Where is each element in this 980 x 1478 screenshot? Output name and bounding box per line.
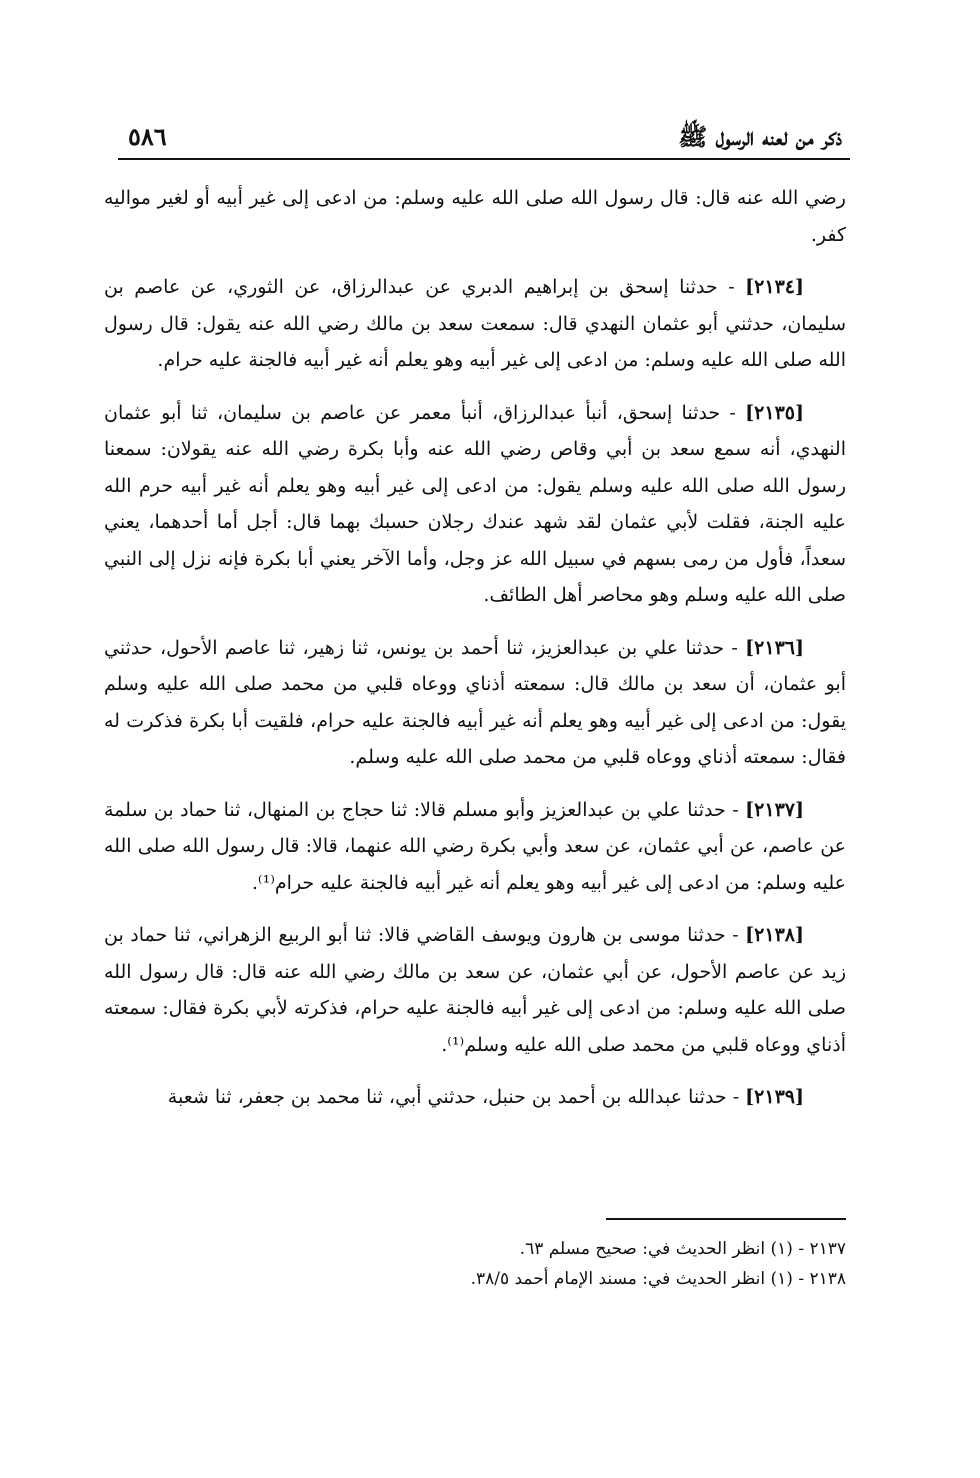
running-title: ذكر من لعنه الرسول ﷺ bbox=[678, 122, 842, 151]
hadith-number: [٢١٣٥] bbox=[745, 401, 804, 424]
hadith-number: [٢١٣٦] bbox=[745, 636, 804, 659]
hadith-text: - حدثنا إسحق، أنبأ عبدالرزاق، أنبأ معمر عن عاصم بن سليمان، ثنا أبو عثمان النهدي، أنه سمع سعد بن أبي وقاص رضي الله عنه وأبا بكرة رضي الله عنه يقولان: سمعنا رسول الله صلى الله عليه وسلم يقول: من ادعى إلى غير أبيه وهو يعلم أنه غير أبيه حرم الله عليه الجنة، فقلت لأبي عثمان لقد شهد عندك رجلان حسبك بهما قال: أجل أما أحدهما، يعني سعداً، فأول من رمى بسهم في سبيل الله عز وجل، وأما الآخر يعني أبا بكرة فإنه نزل إلى النبي صلى الله عليه وسلم وهو محاصر أهل الطائف. bbox=[104, 401, 846, 606]
hadith-text: - حدثنا موسى بن هارون ويوسف القاضي قالا: ثنا أبو الربيع الزهراني، ثنا حماد بن زيد عن عاصم الأحول، عن أبي عثمان، عن سعد بن مالك رضي الله عنه قال: قال رسول الله صلى الله عليه وسلم: من ادعى إلى غير أبيه فالجنة عليه حرام، فذكرته لأبي بكرة فقال: سمعته أذناي ووعاه قلبي من محمد صلى الله عليه وسلم⁽¹⁾. bbox=[104, 924, 846, 1056]
hadith-text: - حدثنا علي بن عبدالعزيز، ثنا أحمد بن يونس، ثنا زهير، ثنا عاصم الأحول، حدثني أبو عثمان، أن سعد بن مالك قال: سمعته أذناي ووعاه قلبي من محمد صلى الله عليه وسلم يقول: من ادعى إلى غير أبيه وهو يعلم أنه غير أبيه فالجنة عليه حرام، فلقيت أبا بكرة فذكرت له فقال: سمعته أذناي ووعاه قلبي من محمد صلى الله عليه وسلم. bbox=[104, 636, 846, 768]
footnote-divider bbox=[606, 1218, 846, 1220]
hadith-text: - حدثنا عبدالله بن أحمد بن حنبل، حدثني أبي، ثنا محمد بن جعفر، ثنا شعبة bbox=[167, 1086, 746, 1108]
hadith-paragraph bbox=[104, 180, 846, 253]
hadith-text: - حدثنا إسحق بن إبراهيم الدبري عن عبدالرزاق، عن الثوري، عن عاصم بن سليمان، حدثني أبو عثمان النهدي قال: سمعت سعد بن مالك رضي الله عنه يقول: قال رسول الله صلى الله عليه وسلم: من ادعى إلى غير أبيه وهو يعلم أنه غير أبيه فالجنة عليه حرام. bbox=[104, 276, 846, 371]
header-divider bbox=[118, 158, 850, 160]
hadith-number: [٢١٣٩] bbox=[745, 1086, 804, 1108]
hadith-paragraph bbox=[104, 917, 846, 1063]
hadith-paragraph bbox=[104, 792, 846, 902]
hadith-paragraph bbox=[104, 269, 846, 379]
main-text bbox=[104, 180, 846, 1132]
hadith-paragraph bbox=[104, 1079, 846, 1116]
footnote: ٢١٣٧ - (١) انظر الحديث في: صحيح مسلم ٦٣. bbox=[519, 1239, 846, 1259]
footnote: ٢١٣٨ - (١) انظر الحديث في: مسند الإمام أحمد ٣٨/٥. bbox=[470, 1269, 846, 1289]
hadith-number: [٢١٣٨] bbox=[745, 924, 804, 946]
page-number: ٥٨٦ bbox=[128, 122, 167, 151]
footnotes bbox=[300, 1234, 846, 1294]
hadith-text: رضي الله عنه قال: قال رسول الله صلى الله عليه وسلم: من ادعى إلى غير أبيه أو لغير مواليه كفر. bbox=[104, 187, 846, 246]
hadith-number: [٢١٣٧] bbox=[745, 798, 804, 821]
page-header bbox=[118, 118, 850, 158]
hadith-text: - حدثنا علي بن عبدالعزيز وأبو مسلم قالا: ثنا حجاج بن المنهال، ثنا حماد بن سلمة عن عاصم، عن أبي عثمان، عن سعد وأبي بكرة رضي الله عنهما، قالا: قال رسول الله صلى الله عليه وسلم: من ادعى إلى غير أبيه وهو يعلم أنه غير أبيه فالجنة عليه حرام⁽¹⁾. bbox=[104, 798, 846, 894]
hadith-number: [٢١٣٤] bbox=[745, 276, 804, 298]
hadith-paragraph bbox=[104, 630, 846, 776]
hadith-paragraph bbox=[104, 395, 846, 614]
